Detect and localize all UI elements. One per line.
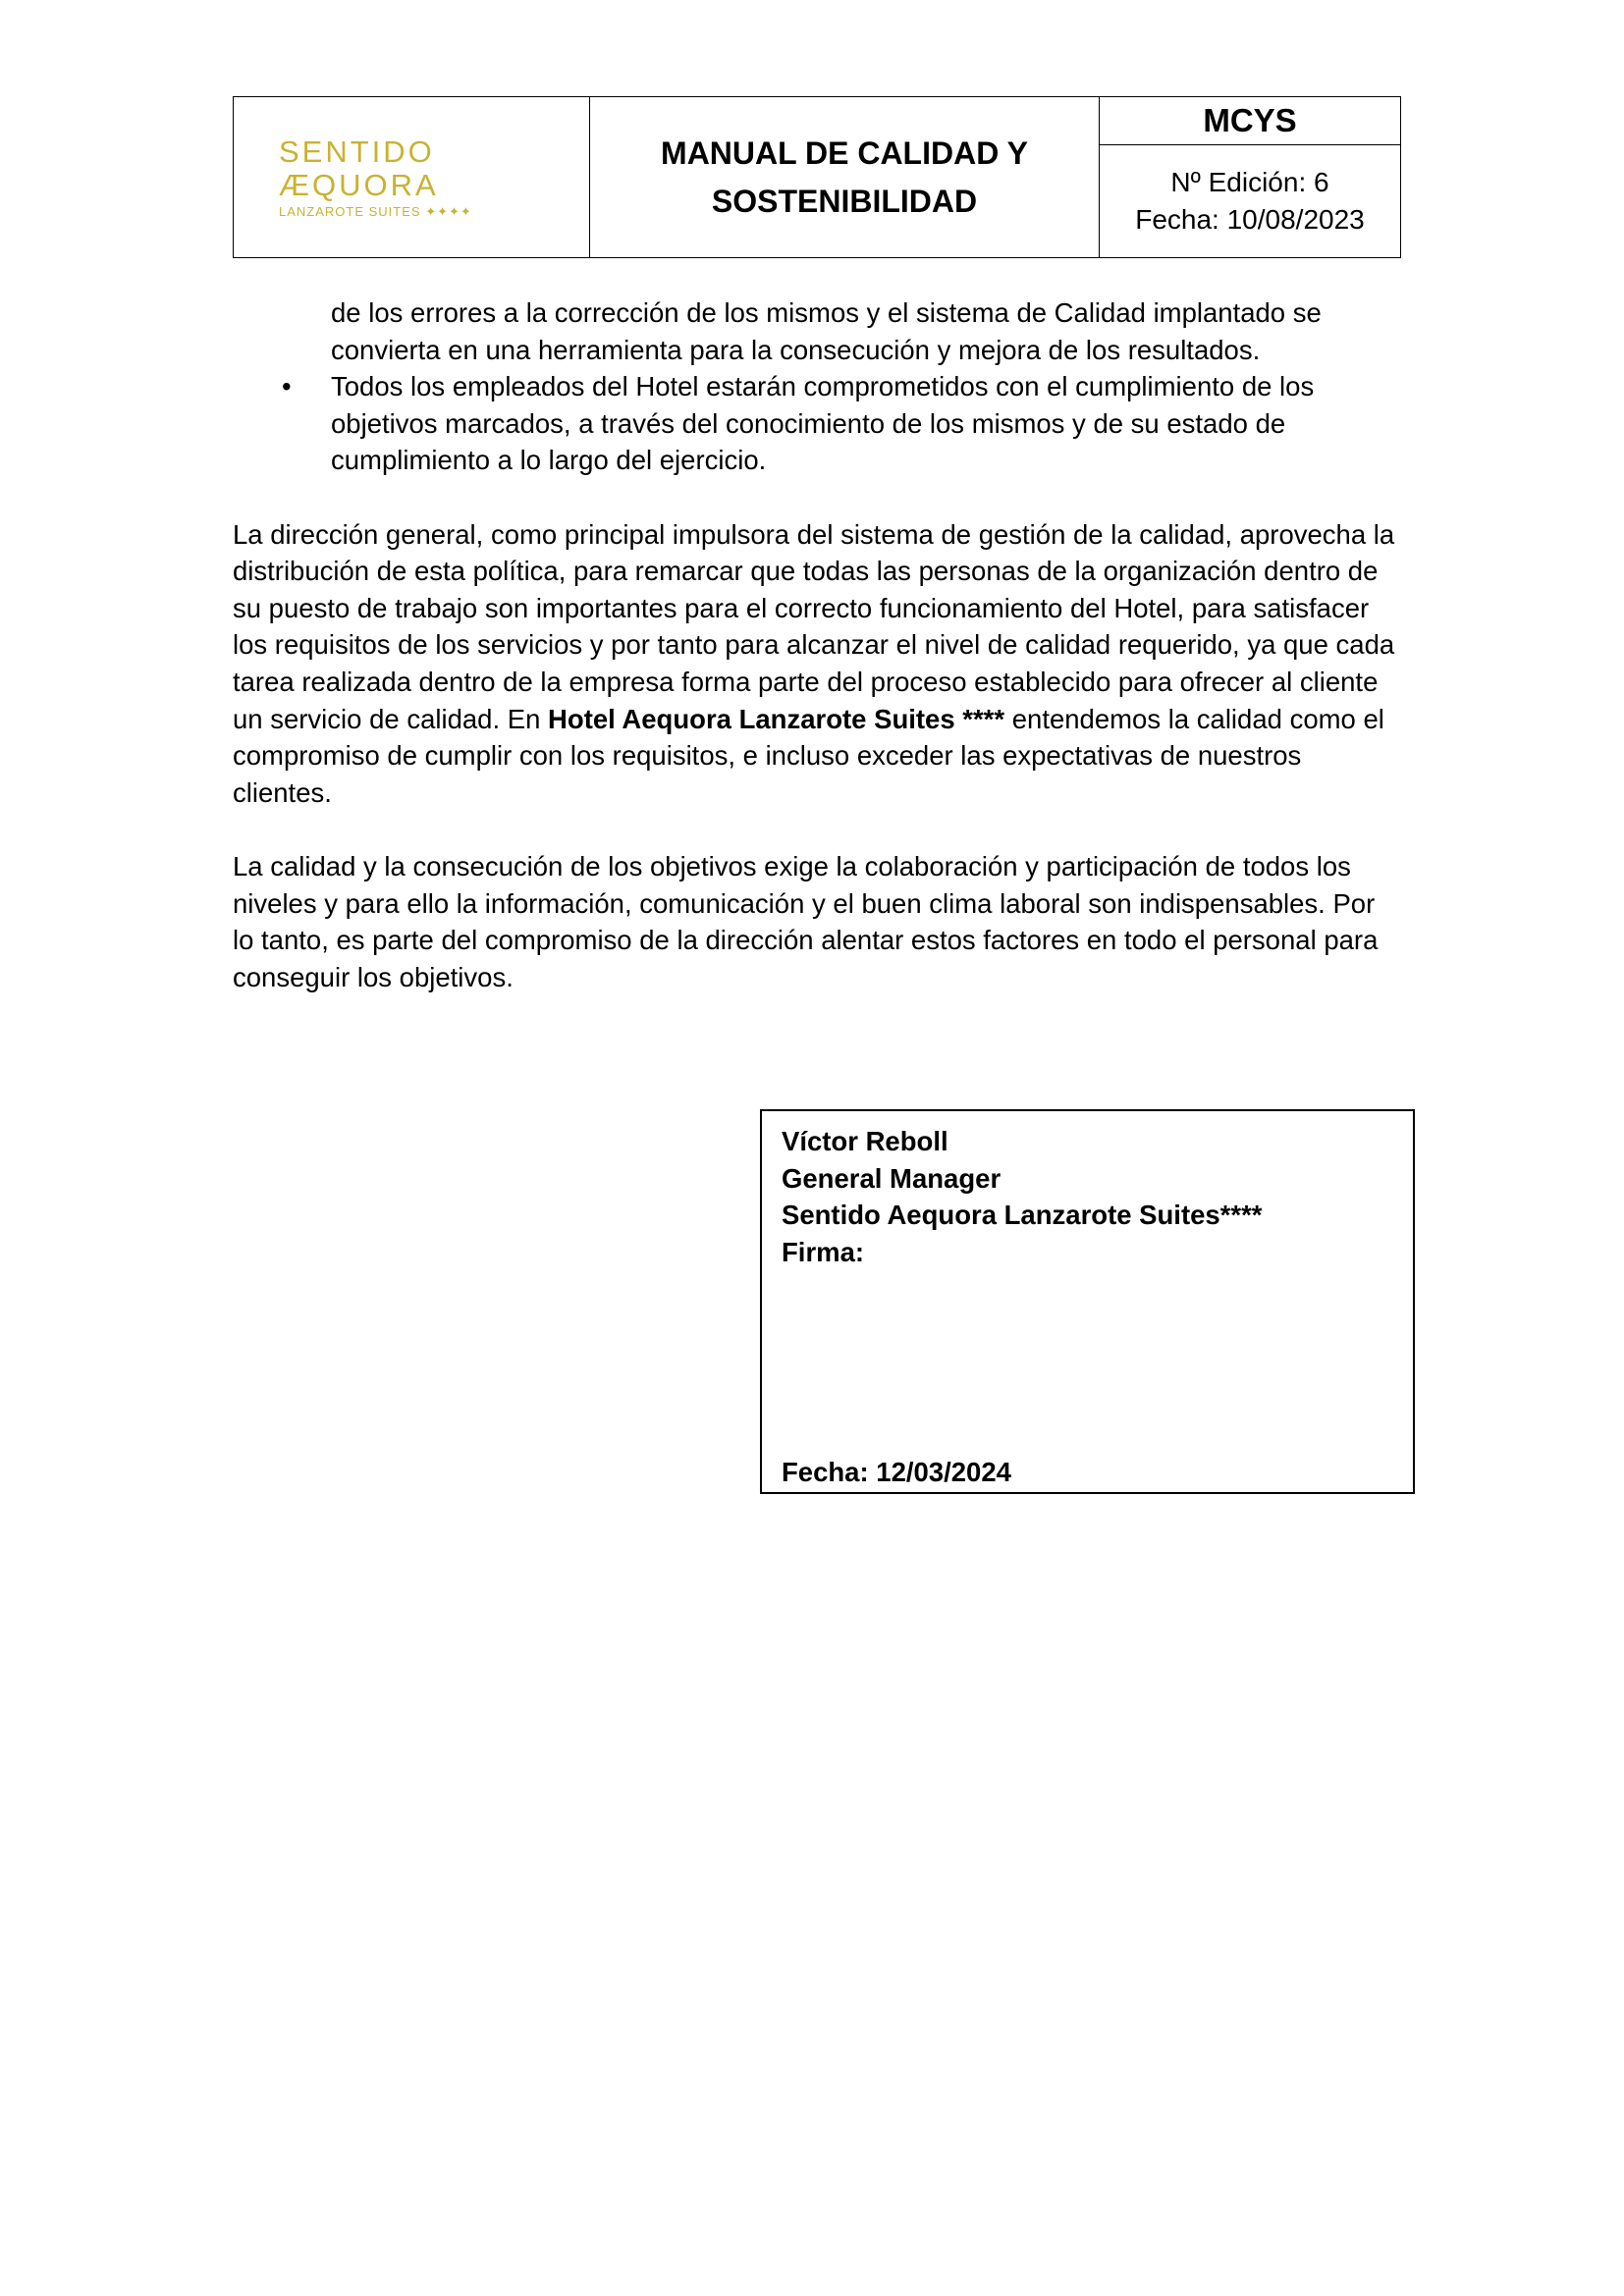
hotel-name-bold: Hotel Aequora Lanzarote Suites **** <box>548 703 1005 734</box>
signer-name: Víctor Reboll <box>782 1126 948 1156</box>
signer-role: General Manager <box>782 1162 1001 1194</box>
hotel-logo: SENTIDO ÆQUORA <box>279 133 439 202</box>
title-cell <box>590 97 1100 257</box>
bullet-marker: • <box>282 371 292 402</box>
hotel-logo-subtitle: LANZAROTE SUITES ✦✦✦✦ <box>279 203 472 219</box>
document-title: MANUAL DE CALIDAD Y SOSTENIBILIDAD <box>661 134 1028 219</box>
document-header <box>233 96 1401 258</box>
paragraph-management <box>233 516 1401 812</box>
signature-box <box>760 1109 1415 1494</box>
signature-label: Firma: <box>782 1236 865 1267</box>
document-body <box>233 294 1401 995</box>
signer-hotel: Sentido Aequora Lanzarote Suites**** <box>782 1200 1263 1231</box>
code-cell <box>1100 97 1400 257</box>
edition-info <box>1100 145 1400 257</box>
bullet-item <box>233 368 1401 479</box>
document-code: MCYS <box>1100 97 1400 145</box>
bullet-text: Todos los empleados del Hotel estarán comprometidos con el cumplimiento de los objetivos marcados, a través del conocimiento de los mismos y de su estado de cumplimiento a lo largo del ejercicio. <box>331 371 1315 476</box>
logo-cell <box>234 97 590 257</box>
edition-date: Fecha: 10/08/2023 <box>1135 204 1365 235</box>
paragraph-text-1: La dirección general, como principal impulsora del sistema de gestión de la calidad, aprovecha la distribución de esta política, para remarcar que todas las personas de la organización dentro de su puesto de trabajo son importantes para el correcto funcionamiento del Hotel, para satisfacer los requisitos de los servicios y por tanto para alcanzar el nivel de calidad requerido, ya que cada tarea realizada dentro de la empresa forma parte del proceso establecido para ofrecer al cliente un servicio de calidad. En <box>233 518 1395 734</box>
paragraph-quality: La calidad y la consecución de los objetivos exige la colaboración y participación de todos los niveles y para ello la información, comunicación y el buen clima laboral son indispensables. Por lo tanto, es parte del compromiso de la dirección alentar estos factores en todo el personal para conseguir los objetivos. <box>233 850 1379 992</box>
signature-date: Fecha: 12/03/2024 <box>782 1457 1011 1487</box>
paragraph-text-2: entendemos la calidad como el compromiso de cumplir con los requisitos, e incluso exceder las expectativas de nuestros clientes. <box>233 703 1384 808</box>
edition-number: Nº Edición: 6 <box>1170 167 1329 197</box>
bullet-continuation: de los errores a la corrección de los mismos y el sistema de Calidad implantado se convierta en una herramienta para la consecución y mejora de los resultados. <box>331 297 1322 365</box>
